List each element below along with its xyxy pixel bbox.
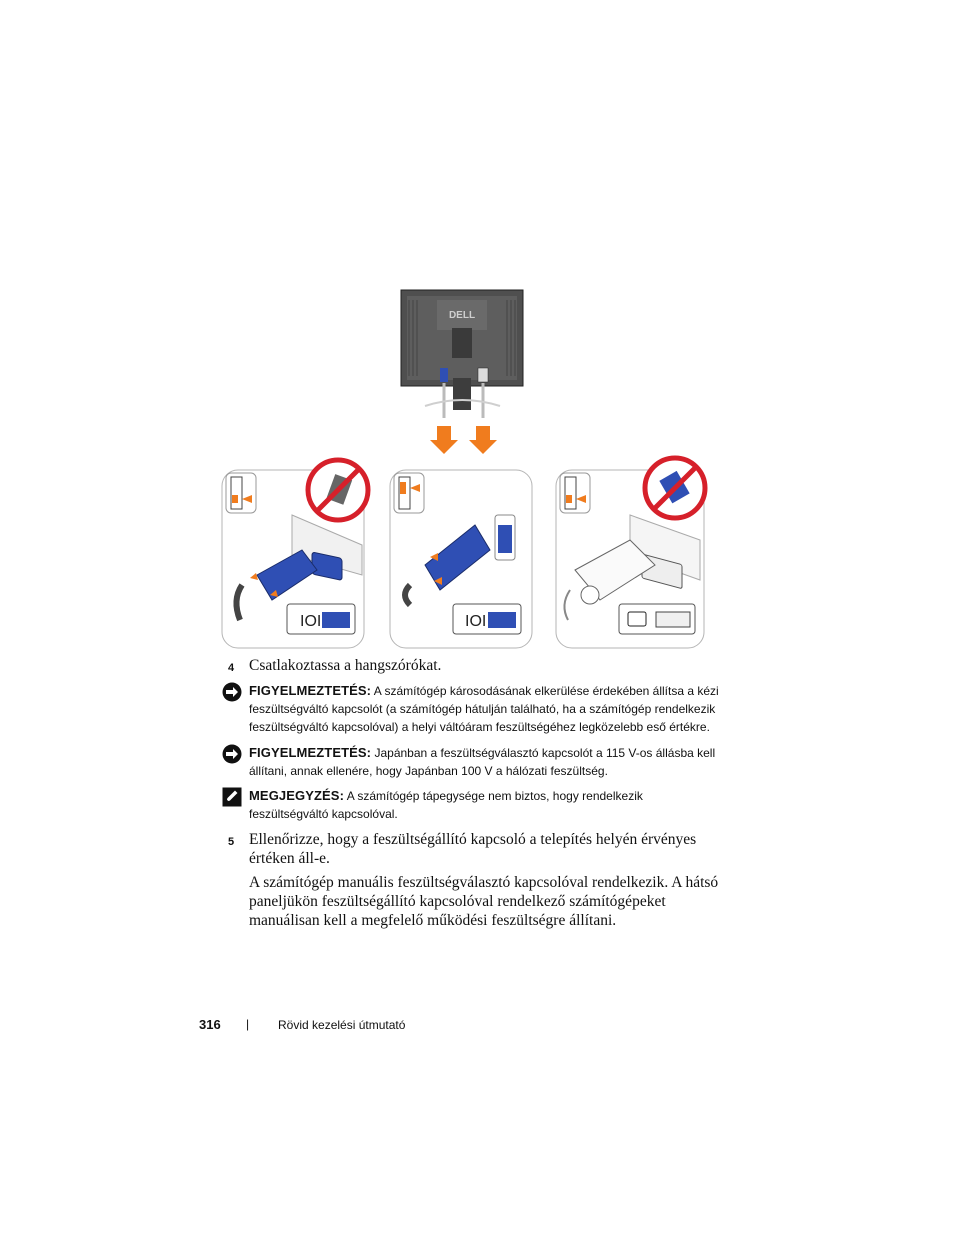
footer-separator: | <box>246 1017 250 1031</box>
page-number: 316 <box>199 1017 221 1032</box>
footer-title: Rövid kezelési útmutató <box>278 1018 406 1032</box>
step-text: Csatlakoztassa a hangszórókat. <box>249 657 442 674</box>
monitor-back <box>401 290 523 410</box>
panel-dvi <box>556 458 705 648</box>
panel-vga-incorrect <box>222 460 368 648</box>
note-pencil-icon <box>222 787 242 807</box>
note-notice <box>222 787 722 823</box>
warning-notice <box>222 744 722 780</box>
warning-icon <box>222 744 242 764</box>
notice-text: Japánban a feszültségválasztó kapcsolót a 115 V-os állásba kell állítani, annak ellenére, hogy Japánban 100 V a hálózati feszültség. <box>249 746 716 778</box>
step-number: 5 <box>228 836 235 848</box>
arrow-left <box>430 426 458 454</box>
prohibit-icon <box>645 458 705 518</box>
notice-text: A számítógép tápegysége nem biztos, hogy rendelkezik feszültségváltó kapcsolóval. <box>249 789 643 821</box>
vga-port <box>440 368 448 382</box>
panel-vga-correct <box>390 470 532 648</box>
connection-arrows <box>430 426 497 454</box>
warning-notice <box>222 682 722 736</box>
body-paragraph: A számítógép manuális feszültségválasztó kapcsolóval rendelkezik. A hátsó paneljükön feszültségállító kapcsolóval rendelkező számítógépeket manuálisan kell a megfelelő működési feszültségre állítani. <box>249 874 719 929</box>
svg-text:IOI: IOI <box>300 613 322 630</box>
prohibit-icon <box>308 460 368 520</box>
notice-label: MEGJEGYZÉS: <box>249 788 345 803</box>
notice-label: FIGYELMEZTETÉS: <box>249 745 372 760</box>
step-number: 4 <box>228 662 235 674</box>
notice-text: A számítógép károsodásának elkerülése érdekében állítsa a kézi feszültségváltó kapcsolót (a számítógép hátulján található, ha a számítógép rendelkezik feszültségváltó kapcsolóval) a helyi váltóáram feszültségéhez legközelebb eső értékre. <box>249 684 719 734</box>
notice-label: FIGYELMEZTETÉS: <box>249 683 372 698</box>
dvi-port <box>478 368 488 382</box>
dell-logo: DELL <box>448 310 476 321</box>
svg-text:IOI: IOI <box>465 613 487 630</box>
step-text: Ellenőrizze, hogy a feszültségállító kapcsoló a telepítés helyén érvényes értéken áll-e. <box>249 831 697 867</box>
warning-icon <box>222 682 242 702</box>
arrow-right <box>469 426 497 454</box>
